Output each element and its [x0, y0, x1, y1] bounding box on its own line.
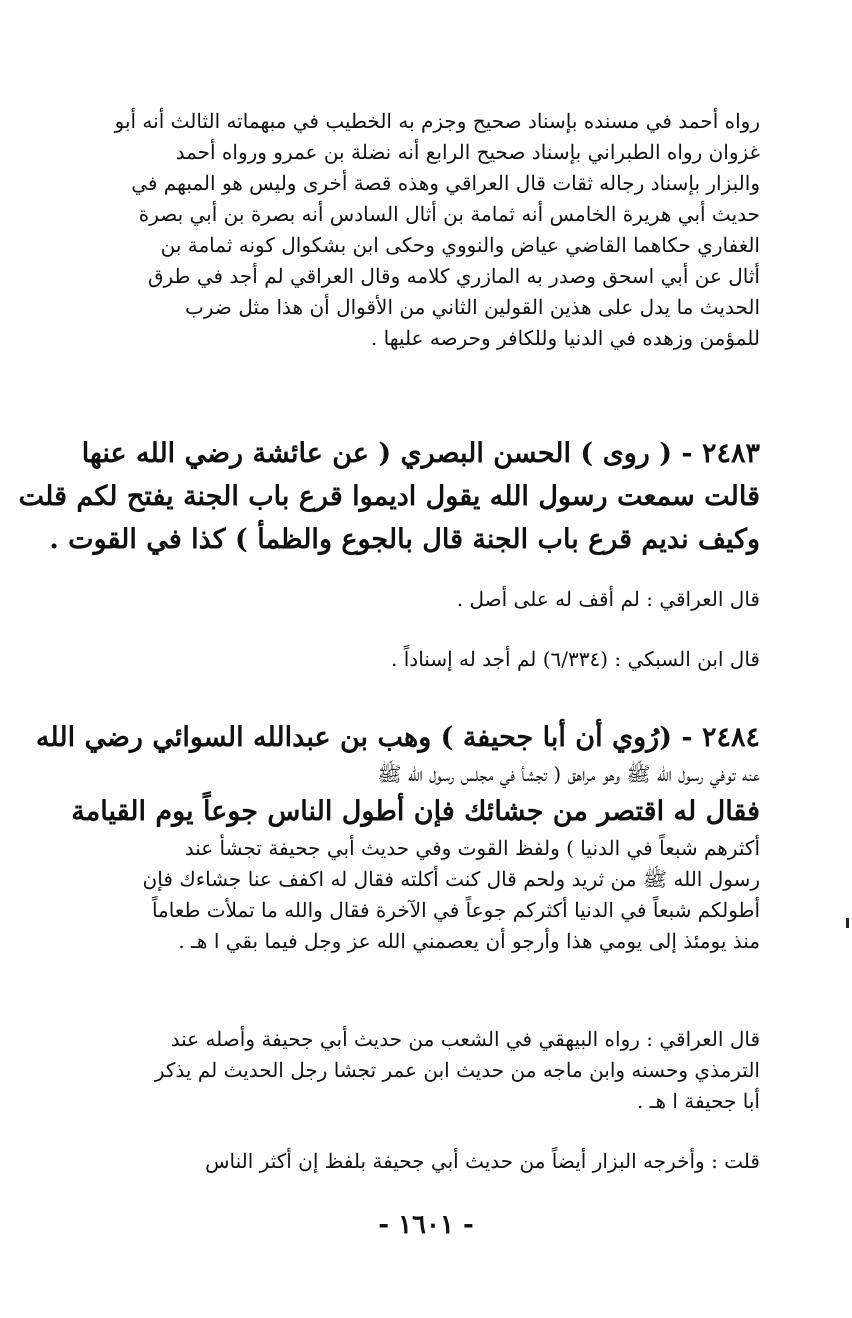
- paragraph-iraqi-note-1: [118, 584, 760, 615]
- text-line: غزوان رواه الطبراني بإسناد صحيح الرابع أنه نضلة بن عمرو ورواه أحمد: [175, 140, 760, 164]
- text-line: قلت : وأخرجه البزار أيضاً من حديث أبي جحيفة بلفظ إن أكثر الناس: [205, 1149, 760, 1173]
- text-line: للمؤمن وزهده في الدنيا وللكافر وحرصه عليها .: [370, 326, 760, 350]
- paragraph-iraqi-note-2: [118, 1024, 760, 1117]
- text-line: منذ يومئذ إلى يومي هذا وأرجو أن يعصمني الله عز وجل فيما بقي ا هـ .: [178, 929, 760, 953]
- text-line: قال العراقي : رواه البيهقي في الشعب من حديث أبي جحيفة وأصله عند: [170, 1027, 760, 1051]
- paragraph-commentary-1: [114, 106, 760, 354]
- text-line: ٢٤٨٤ - (رُوي أن أبا جحيفة ) وهب بن عبدالله السوائي رضي الله: [35, 722, 760, 753]
- hadith-2483: [18, 432, 760, 561]
- text-line: عنه توفي رسول الله ﷺ وهو مراهق ( تجشأ في مجلس رسول الله ﷺ: [377, 762, 760, 786]
- text-line: الترمذي وحسنه وابن ماجه من حديث ابن عمر تجشا رجل الحديث لم يذكر: [154, 1058, 760, 1082]
- text-line: ٢٤٨٣ - ( روى ) الحسن البصري ( عن عائشة رضي الله عنها: [81, 438, 760, 469]
- page-number: - ١٦٠١ -: [378, 1210, 474, 1240]
- text-line: الحديث ما يدل على هذين القولين الثاني من الأقوال أن هذا مثل ضرب: [185, 295, 760, 319]
- text-line: أبا جحيفة ا هـ .: [636, 1089, 760, 1113]
- text-line: وكيف نديم قرع باب الجنة قال بالجوع والظمأ ) كذا في القوت .: [49, 524, 760, 555]
- paragraph-subki-note: [118, 644, 760, 675]
- scan-mark: [846, 918, 849, 928]
- text-line: رسول الله ﷺ من ثريد ولحم قال كنت أكلته فقال له اكفف عنا جشاءك فإن: [142, 867, 760, 891]
- hadith-2484: [35, 716, 760, 957]
- text-line: أثال عن أبي اسحق وصدر به المازري كلامه وقال العراقي لم أجد في طرق: [148, 264, 760, 288]
- text-line: رواه أحمد في مسنده بإسناد صحيح وجزم به الخطيب في مبهماته الثالث أنه أبو: [114, 109, 760, 133]
- text-line: فقال له اقتصر من جشائك فإن أطول الناس جوعاً يوم القيامة: [71, 796, 760, 827]
- text-line: الغفاري حكاهما القاضي عياض والنووي وحكى ابن بشكوال كونه ثمامة بن: [160, 233, 760, 257]
- text-line: حديث أبي هريرة الخامس أنه ثمامة بن أثال السادس أنه بصرة بن أبي بصرة: [138, 202, 760, 226]
- text-line: أطولكم شبعاً في الدنيا أكثركم جوعاً في الآخرة فقال والله ما تملأت طعاماً: [151, 898, 760, 922]
- paragraph-author-note: [118, 1146, 760, 1177]
- text-line: قال ابن السبكي : (٦/٣٣٤) لم أجد له إسناداً .: [391, 647, 760, 671]
- text-line: قالت سمعت رسول الله يقول اديموا قرع باب الجنة يفتح لكم قلت: [18, 481, 760, 512]
- text-line: والبزار بإسناد رجاله ثقات قال العراقي وهذه قصة أخرى وليس هو المبهم في: [131, 171, 760, 195]
- text-line: قال العراقي : لم أقف له على أصل .: [456, 587, 760, 611]
- text-line: أكثرهم شبعاً في الدنيا ) ولفظ القوت وفي حديث أبي جحيفة تجشأ عند: [184, 836, 760, 860]
